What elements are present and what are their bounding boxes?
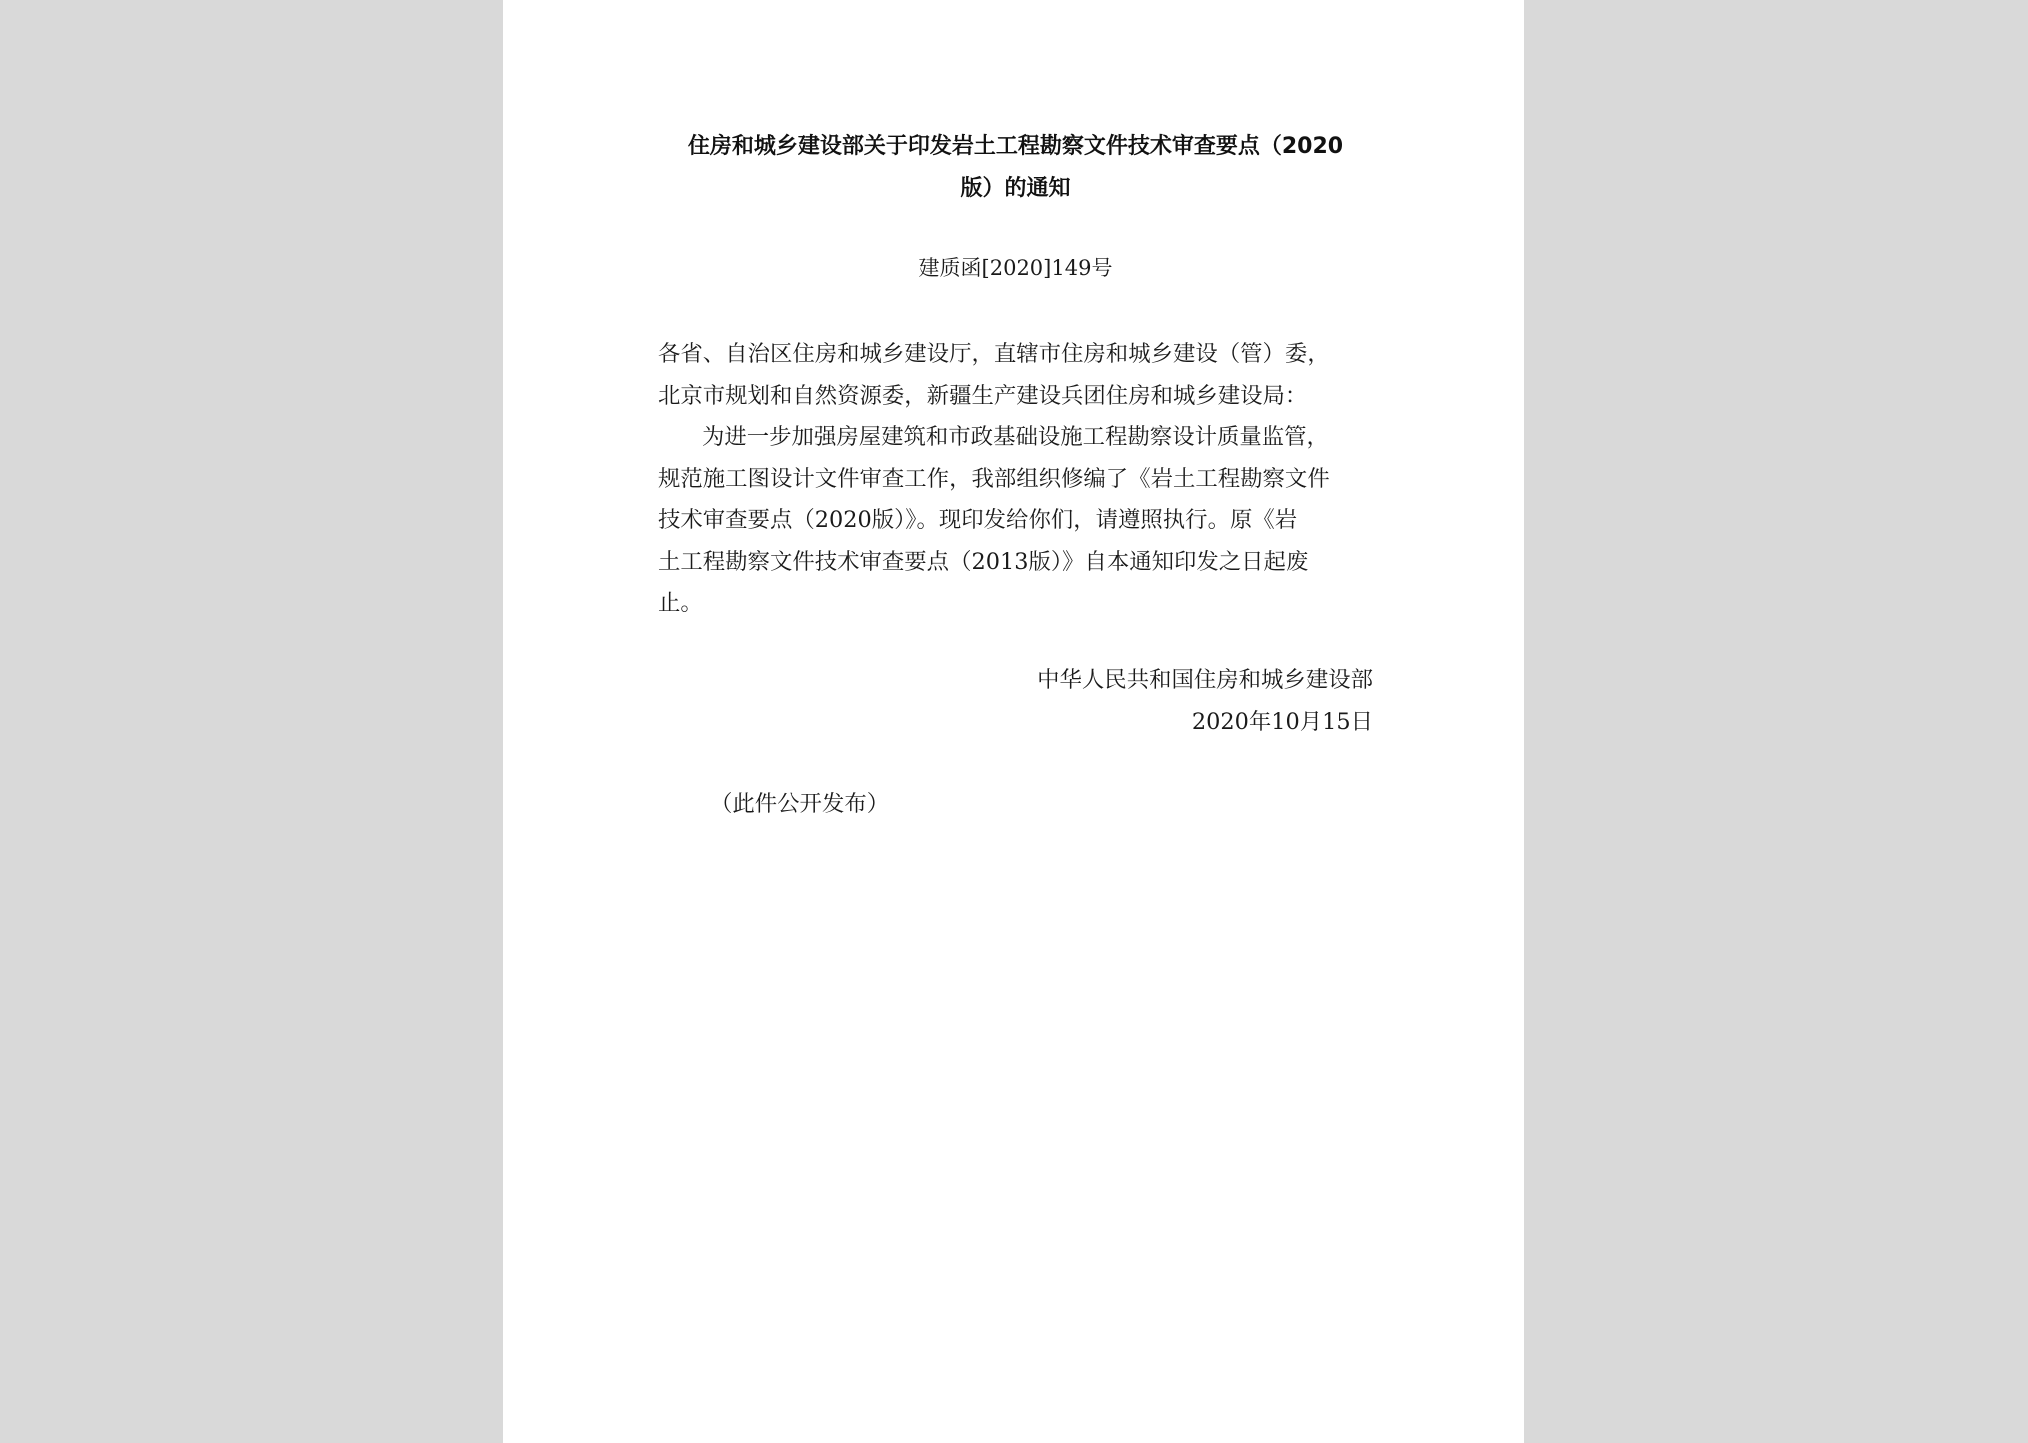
title-line-1: 住房和城乡建设部关于印发岩土工程勘察文件技术审查要点（2020 [687, 134, 1344, 159]
issue-date: 2020年10月15日 [1191, 708, 1373, 735]
document-page [503, 0, 1524, 1443]
body-line: 规范施工图设计文件审查工作，我部组织修编了《岩土工程勘察文件 [658, 465, 1330, 492]
body-line: 各省、自治区住房和城乡建设厅，直辖市住房和城乡建设（管）委， [658, 341, 1330, 367]
body-line: 北京市规划和自然资源委，新疆生产建设兵团住房和城乡建设局： [658, 382, 1308, 409]
body-line: 技术审查要点（2020版）》。现印发给你们，请遵照执行。原《岩 [658, 507, 1298, 533]
document-number: 建质函[2020]149号 [918, 256, 1113, 280]
document-body [658, 334, 1373, 625]
body-line: 止。 [658, 590, 703, 616]
signature-block [658, 660, 1373, 743]
body-line: 土工程勘察文件技术审查要点（2013版）》自本通知印发之日起废 [658, 548, 1309, 575]
title-line-2: 版）的通知 [960, 176, 1071, 201]
publication-note: （此件公开发布） [710, 791, 890, 817]
issuer-name: 中华人民共和国住房和城乡建设部 [1037, 667, 1373, 693]
document-title [658, 126, 1373, 210]
body-line: 为进一步加强房屋建筑和市政基础设施工程勘察设计质量监管， [702, 424, 1329, 450]
